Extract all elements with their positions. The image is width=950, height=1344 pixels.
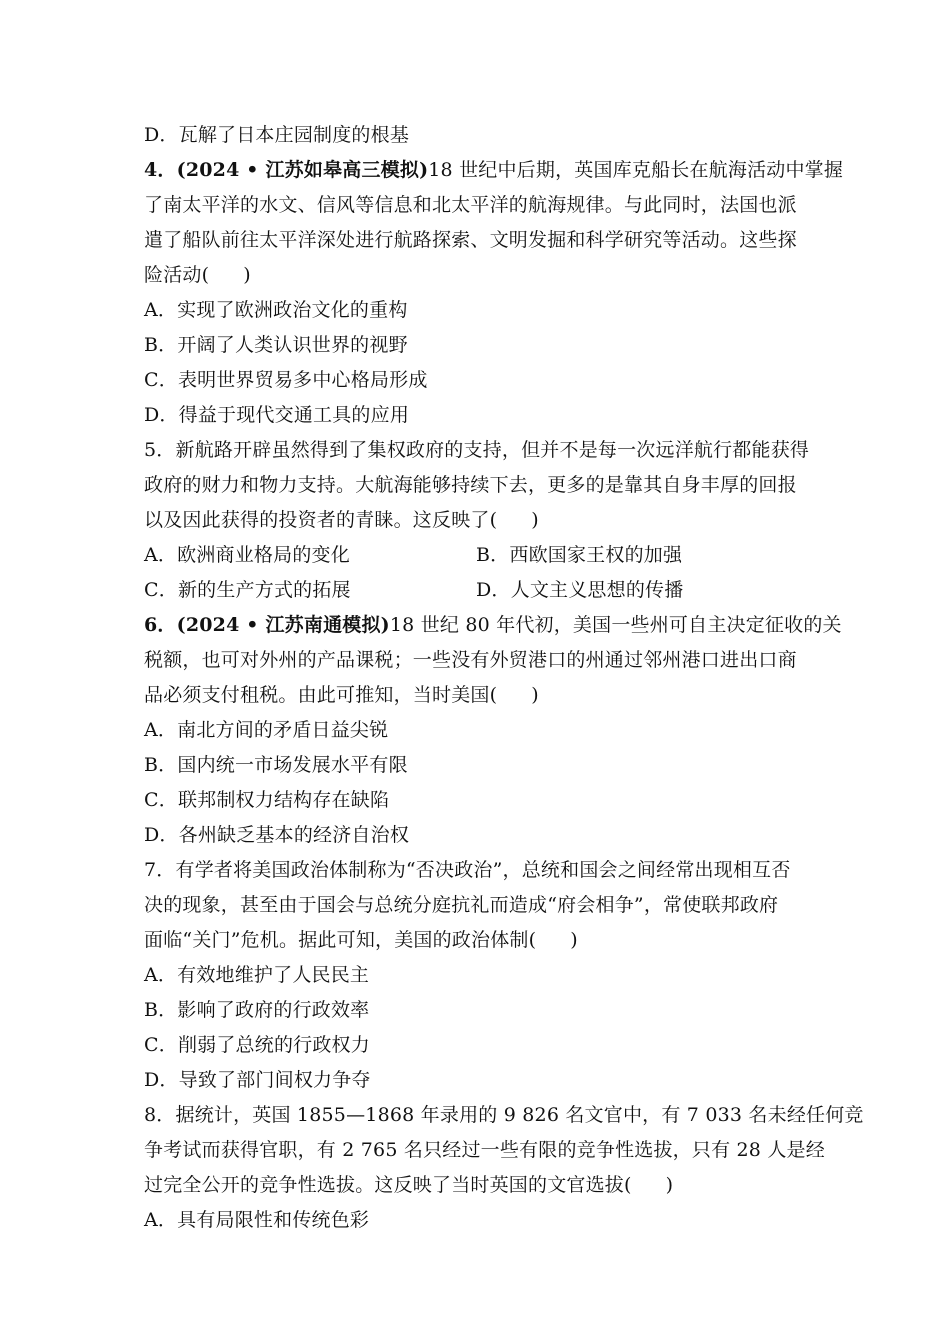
- question-6: [144, 608, 842, 853]
- q4-source: (2024 • 江苏如皋高三模拟): [176, 159, 429, 181]
- q7-option-c: C．削弱了总统的行政权力: [144, 1034, 370, 1056]
- q6-stem-line-2: 税额，也可对外州的产品课税；一些没有外贸港口的州通过邻州港口进出口商: [144, 649, 797, 671]
- q7-stem-line-2: 决的现象，甚至由于国会与总统分庭抗礼而造成“府会相争”，常使联邦政府: [144, 894, 779, 916]
- q5-options-row-2: [144, 573, 808, 608]
- q5-option-c: C．新的生产方式的拓展: [144, 579, 351, 601]
- question-4: [144, 153, 844, 433]
- document-page: [144, 118, 864, 1238]
- q4-option-d: D．得益于现代交通工具的应用: [144, 404, 410, 426]
- q4-option-b: B．开阔了人类认识世界的视野: [144, 334, 408, 356]
- q7-close-paren: ): [570, 929, 578, 951]
- q4-stem-line-4: [144, 258, 808, 293]
- question-5: [144, 433, 808, 608]
- q5-close-paren: ): [531, 509, 539, 531]
- q6-stem-line-1: [144, 608, 842, 643]
- q5-options-row-1: [144, 538, 808, 573]
- q4-stem-line-2: 了南太平洋的水文、信风等信息和北太平洋的航海规律。与此同时，法国也派: [144, 194, 797, 216]
- q7-stem-line-3: [144, 923, 808, 958]
- q5-option-a: A．欧洲商业格局的变化: [144, 544, 350, 566]
- question-7: [144, 853, 808, 1098]
- q5-option-d: D．人文主义思想的传播: [476, 579, 684, 601]
- q8-close-paren: ): [665, 1174, 674, 1196]
- q8-stem-end: 过完全公开的竞争性选拔。这反映了当时英国的文官选拔(: [144, 1174, 632, 1196]
- q6-close-paren: ): [531, 684, 539, 706]
- q6-option-d: D．各州缺乏基本的经济自治权: [144, 824, 410, 846]
- q7-option-b: B．影响了政府的行政效率: [144, 999, 370, 1021]
- q5-stem-line-3: [144, 503, 808, 538]
- q6-source: (2024 • 江苏南通模拟): [176, 614, 390, 636]
- question-8: [144, 1098, 864, 1238]
- q4-stem-text: 18 世纪中后期，英国库克船长在航海活动中掌握: [428, 159, 844, 181]
- q6-option-c: C．联邦制权力结构存在缺陷: [144, 789, 390, 811]
- q8-option-a: A．具有局限性和传统色彩: [144, 1209, 370, 1231]
- q8-stem-line-2: 争考试而获得官职，有 2 765 名只经过一些有限的竞争性选拔，只有 28 人是经: [144, 1139, 825, 1161]
- q6-stem-end: 品必须支付租税。由此可推知，当时美国(: [144, 684, 498, 706]
- q7-stem-line-1: 7．有学者将美国政治体制称为“否决政治”，总统和国会之间经常出现相互否: [144, 859, 791, 881]
- q5-stem-line-1: 5．新航路开辟虽然得到了集权政府的支持，但并不是每一次远洋航行都能获得: [144, 439, 810, 461]
- q4-close-paren: ): [243, 264, 251, 286]
- q4-number: 4．: [144, 159, 177, 181]
- q4-stem-end: 险活动(: [144, 264, 210, 286]
- q4-option-c: C．表明世界贸易多中心格局形成: [144, 369, 428, 391]
- q6-stem-line-3: [144, 678, 808, 713]
- q3-option-d: D．瓦解了日本庄园制度的根基: [144, 124, 410, 146]
- q7-stem-end: 面临“关门”危机。据此可知，美国的政治体制(: [144, 929, 537, 951]
- q5-stem-end: 以及因此获得的投资者的青睐。这反映了(: [144, 509, 498, 531]
- q5-option-b: B．西欧国家王权的加强: [476, 544, 683, 566]
- q7-option-d: D．导致了部门间权力争夺: [144, 1069, 371, 1091]
- q4-option-a: A．实现了欧洲政治文化的重构: [144, 299, 408, 321]
- q4-stem-line-3: 遣了船队前往太平洋深处进行航路探索、文明发掘和科学研究等活动。这些探: [144, 229, 797, 251]
- q6-option-a: A．南北方间的矛盾日益尖锐: [144, 719, 389, 741]
- q8-stem-line-1: 8．据统计，英国 1855—1868 年录用的 9 826 名文官中，有 7 033 名未经任何竞: [144, 1104, 864, 1126]
- q6-option-b: B．国内统一市场发展水平有限: [144, 754, 408, 776]
- q4-stem-line-1: [144, 153, 844, 188]
- q6-number: 6．: [144, 614, 177, 636]
- q8-stem-line-3: [144, 1168, 808, 1203]
- q5-stem-line-2: 政府的财力和物力支持。大航海能够持续下去，更多的是靠其自身丰厚的回报: [144, 474, 797, 496]
- q7-option-a: A．有效地维护了人民民主: [144, 964, 370, 986]
- q6-stem-text: 18 世纪 80 年代初，美国一些州可自主决定征收的关: [389, 614, 842, 636]
